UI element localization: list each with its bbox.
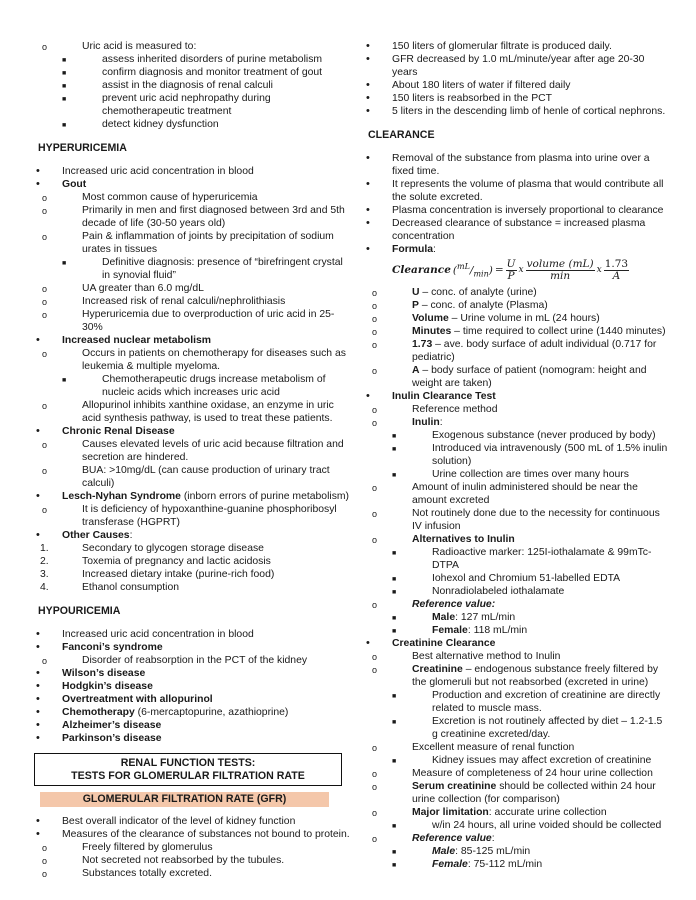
circle-bullet-icon: o	[372, 327, 378, 337]
list-item: ■ Excretion is not routinely affected by diet – 1.2-1.5 g creatinine excreted/day.	[392, 716, 663, 740]
hyperuricemia-list	[38, 165, 350, 594]
list-item: • 5 liters in the descending limb of henle of cortical nephrons.	[366, 105, 666, 117]
circle-bullet-icon: o	[372, 418, 378, 428]
clearance-formula: Clearance $(^{mL}/_{min})$ = $\frac{U}{P}$ x $\frac{\text{volume (mL)}}{\min}$ x $\frac{1.73}{A}$	[392, 258, 629, 282]
square-bullet-icon: ■	[392, 693, 397, 700]
bullet-icon: •	[366, 40, 370, 52]
list-item: o Causes elevated levels of uric acid because filtration and secretion are hindered.	[42, 439, 344, 463]
bullet-icon: •	[366, 53, 370, 65]
clearance-list	[368, 152, 668, 871]
circle-bullet-icon: o	[42, 856, 48, 866]
gout-item: • Gout o Most common cause of hyperuricemia o Primarily in men and first diagnosed between 3rd and 5th decade of life (30-50 years old) o Pain & inflammation of joints by precipitation of sodium urates in tissues ■ Definitive diagnosis: presence of “birefringent crystal in synovial fluid” o UA greater than 6.0 mg/dL o Increased risk of renal calculi/nephrolithiasis o Hyperuricemia due to overproduction of uric acid in 25-30%	[38, 178, 350, 334]
uric-acid-measured-list	[42, 40, 350, 131]
bullet-icon: •	[36, 490, 40, 502]
list-item: o Amount of inulin administered should be near the amount excreted	[372, 482, 638, 506]
list-item: o Allopurinol inhibits xanthine oxidase, an enzyme in uric acid synthesis pathway, is used to treat these patients.	[42, 400, 334, 424]
chronic-renal-disease-item: • Chronic Renal Disease o Causes elevated levels of uric acid because filtration and secretion are hindered. o BUA: >10mg/dL (can cause production of urinary tract calculi)	[38, 425, 350, 490]
list-item: o Major limitation: accurate urine collection ■ w/in 24 hours, all urine voided should be collected	[392, 806, 668, 832]
gfr-list	[38, 815, 350, 880]
list-item: o Primarily in men and first diagnosed between 3rd and 5th decade of life (30-50 years old)	[42, 205, 345, 229]
bullet-icon: •	[36, 165, 40, 177]
circle-bullet-icon: o	[372, 808, 378, 818]
bullet-icon: •	[366, 243, 370, 255]
list-item: o Not secreted not reabsorbed by the tubules.	[42, 855, 285, 866]
circle-bullet-icon: o	[372, 405, 378, 415]
bullet-icon: •	[36, 680, 40, 692]
list-item: 2. Toxemia of pregnancy and lactic acidosis	[40, 556, 271, 567]
circle-bullet-icon: o	[372, 509, 378, 519]
nuclear-metabolism-item: • Increased nuclear metabolism o Occurs in patients on chemotherapy for diseases such as leukemia & multiple myeloma. ■ Chemotherapeutic drugs increase metabolism of nucleic acids which increases uric acid o Allopurinol inhibits xanthine oxidase, an enzyme in uric acid synthesis pathway, is used to treat these patients.	[38, 334, 350, 425]
list-item: • Chemotherapy (6-mercaptopurine, azathioprine)	[36, 706, 289, 718]
circle-bullet-icon: o	[42, 440, 48, 450]
list-item: o BUA: >10mg/dL (can cause production of urinary tract calculi)	[42, 465, 330, 489]
hyperuricemia-heading: HYPERURICEMIA	[38, 142, 127, 154]
list-item: ■ prevent uric acid nephropathy during chemotherapeutic treatment	[62, 93, 271, 117]
list-item: ■ w/in 24 hours, all urine voided should be collected	[392, 820, 662, 831]
list-item: o Best alternative method to Inulin	[372, 651, 561, 662]
list-item: ■ Female: 75-112 mL/min	[392, 859, 543, 870]
circle-bullet-icon: o	[42, 869, 48, 879]
list-item: ■ detect kidney dysfunction	[62, 119, 219, 130]
square-bullet-icon: ■	[392, 576, 397, 583]
circle-bullet-icon: o	[372, 600, 378, 610]
list-item: o Uric acid is measured to: ■ assess inherited disorders of purine metabolism ■ confirm diagnosis and monitor treatment of gout ■ assist in the diagnosis of renal calculi ■ prevent uric acid nephropathy during chemotherapeutic treatment ■ detect kidney dysfunction	[62, 40, 350, 131]
list-item: o Inulin: ■ Exogenous substance (never produced by body) ■ Introduced via intravenously (500 mL of 1.5% inulin solution) ■ Urine collection are times over many hours	[372, 417, 668, 480]
square-bullet-icon: ■	[392, 862, 397, 869]
list-item: o Reference value: ■ Male: 127 mL/min ■ Female: 118 mL/min	[392, 598, 668, 637]
list-item: o Alternatives to Inulin ■ Radioactive marker: 125I-iothalamate & 99mTc-DTPA ■ Iohexol and Chromium 51-labelled EDTA ■ Nonradiolabeled iothalamate	[392, 533, 668, 598]
list-item: ■ Female: 118 mL/min	[392, 625, 528, 636]
left-column	[38, 40, 350, 880]
list-item: ■ Iohexol and Chromium 51-labelled EDTA	[392, 573, 621, 584]
other-causes-item: • Other Causes: 1. Secondary to glycogen storage disease 2. Toxemia of pregnancy and lactic acidosis 3. Increased dietary intake (purine-rich food) 4. Ethanol consumption	[38, 529, 350, 594]
circle-bullet-icon: o	[42, 401, 48, 411]
circle-bullet-icon: o	[372, 652, 378, 662]
list-item: • Decreased clearance of substance = increased plasma concentration	[366, 217, 646, 242]
bullet-icon: •	[366, 637, 370, 649]
bullet-icon: •	[36, 529, 40, 541]
circle-bullet-icon: o	[42, 656, 48, 666]
bullet-icon: •	[36, 719, 40, 731]
list-item: o Reference value: ■ Male: 85-125 mL/min ■ Female: 75-112 mL/min	[392, 832, 668, 871]
list-item: • About 180 liters of water if filtered daily	[366, 79, 571, 91]
fraction-u-p: $\frac{U}{P}$	[506, 258, 516, 282]
list-item: o Measure of completeness of 24 hour urine collection	[372, 768, 653, 779]
list-item: o Substances totally excreted.	[42, 868, 212, 879]
list-item: o Freely filtered by glomerulus	[42, 842, 213, 853]
list-item: o Serum creatinine should be collected within 24 hour urine collection (for comparison)	[372, 781, 656, 805]
circle-bullet-icon: o	[372, 483, 378, 493]
right-column	[368, 40, 668, 871]
bullet-icon: •	[366, 79, 370, 91]
bullet-icon: •	[36, 828, 40, 840]
list-item: o Excellent measure of renal function ■ Kidney issues may affect excretion of creatinine	[392, 741, 668, 767]
circle-bullet-icon: o	[372, 301, 378, 311]
bullet-icon: •	[36, 815, 40, 827]
circle-bullet-icon: o	[372, 834, 378, 844]
square-bullet-icon: ■	[392, 472, 397, 479]
gfr-facts-list	[368, 40, 668, 118]
bullet-icon: •	[366, 204, 370, 216]
circle-bullet-icon: o	[42, 349, 48, 359]
list-item: 4. Ethanol consumption	[40, 582, 180, 593]
list-item: • Parkinson’s disease	[36, 732, 162, 744]
square-bullet-icon: ■	[392, 719, 397, 726]
circle-bullet-icon: o	[372, 769, 378, 779]
inulin-clearance-item: • Inulin Clearance Test o Reference method o Inulin: ■ Exogenous substance (never produced by body) ■ Introduced via intravenously (500 mL of 1.5% inulin solution) ■ Urine collection are times over many hours o Amount of inulin administered should be near the amount excreted o Not routinely done due to the necessity for continuous IV infusion o Alternatives to Inulin ■ Radioactive marker: 125I-iothalamate & 99mTc-DTPA ■ Iohexol and Chromium 51-labelled EDTA ■ Nonradiolabeled iothalamate o Reference value: ■ Male: 127 mL/min ■ Female: 118 mL/min	[366, 390, 668, 636]
list-item: ■ Introduced via intravenously (500 mL of 1.5% inulin solution)	[392, 443, 668, 467]
bullet-icon: •	[36, 667, 40, 679]
square-bullet-icon: ■	[62, 96, 67, 103]
list-item: o Volume – Urine volume in mL (24 hours)	[372, 313, 600, 324]
circle-bullet-icon: o	[372, 340, 378, 350]
lesch-nyhan-item: • Lesch-Nyhan Syndrome (inborn errors of purine metabolism) o It is deficiency of hypoxanthine-guanine phosphoribosyl transferase (HGPRT)	[36, 490, 349, 528]
list-item: • Increased uric acid concentration in blood	[36, 628, 254, 640]
list-item: • 150 liters of glomerular filtrate is produced daily.	[366, 40, 612, 52]
bullet-icon: •	[36, 641, 40, 653]
clearance-heading: CLEARANCE	[368, 129, 435, 141]
circle-bullet-icon: o	[372, 782, 378, 792]
circle-bullet-icon: o	[42, 206, 48, 216]
square-bullet-icon: ■	[392, 589, 397, 596]
circle-bullet-icon: o	[42, 466, 48, 476]
circle-bullet-icon: o	[42, 297, 48, 307]
list-item: ■ assess inherited disorders of purine metabolism	[62, 54, 323, 65]
bullet-icon: •	[366, 152, 370, 164]
list-item: o Most common cause of hyperuricemia	[42, 192, 258, 203]
list-item: o A – body surface of patient (nomogram: height and weight are taken)	[372, 365, 647, 389]
circle-bullet-icon: o	[42, 284, 48, 294]
circle-bullet-icon: o	[372, 743, 378, 753]
list-item: • GFR decreased by 1.0 mL/minute/year after age 20-30 years	[366, 53, 645, 78]
list-item: • Overtreatment with allopurinol	[36, 693, 213, 705]
list-item: ■ Kidney issues may affect excretion of creatinine	[392, 755, 652, 766]
list-item: o P – conc. of analyte (Plasma)	[372, 300, 548, 311]
circle-bullet-icon: o	[372, 366, 378, 376]
square-bullet-icon: ■	[392, 433, 397, 440]
gfr-heading: GLOMERULAR FILTRATION RATE (GFR)	[40, 792, 329, 807]
circle-bullet-icon: o	[372, 665, 378, 675]
list-item: ■ Production and excretion of creatinine are directly related to muscle mass.	[392, 690, 661, 714]
square-bullet-icon: ■	[392, 615, 397, 622]
list-item: ■ assist in the diagnosis of renal calculi	[62, 80, 273, 91]
bullet-icon: •	[36, 706, 40, 718]
bullet-icon: •	[36, 732, 40, 744]
circle-bullet-icon: o	[42, 843, 48, 853]
list-item: o Hyperuricemia due to overproduction of uric acid in 25-30%	[42, 309, 335, 333]
list-item: o Increased risk of renal calculi/nephrolithiasis	[42, 296, 286, 307]
square-bullet-icon: ■	[392, 446, 397, 453]
list-item: ■ Urine collection are times over many hours	[392, 469, 629, 480]
list-item: • Best overall indicator of the level of kidney function	[36, 815, 296, 827]
circle-bullet-icon: o	[42, 42, 48, 52]
square-bullet-icon: ■	[392, 758, 397, 765]
square-bullet-icon: ■	[62, 377, 67, 384]
list-item: ■ confirm diagnosis and monitor treatment of gout	[62, 67, 323, 78]
list-item: o UA greater than 6.0 mg/dL	[42, 283, 204, 294]
list-item: • Wilson’s disease	[36, 667, 146, 679]
square-bullet-icon: ■	[62, 57, 67, 64]
list-item: • Increased uric acid concentration in blood	[36, 165, 254, 177]
list-item: o Reference method	[372, 404, 498, 415]
formula-unit: $(^{mL}/_{min})$	[452, 262, 493, 279]
circle-bullet-icon: o	[372, 288, 378, 298]
bullet-icon: •	[36, 425, 40, 437]
list-item: 1. Secondary to glycogen storage disease	[40, 543, 264, 554]
list-item: ■ Radioactive marker: 125I-iothalamate & 99mTc-DTPA	[392, 547, 652, 571]
list-item: o Minutes – time required to collect urine (1440 minutes)	[372, 326, 666, 337]
bullet-icon: •	[366, 105, 370, 117]
bullet-icon: •	[36, 334, 40, 346]
creatinine-clearance-item: • Creatinine Clearance o Best alternative method to Inulin o Creatinine – endogenous substance freely filtered by the glomeruli but not reabsorbed (excreted in urine) ■ Production and excretion of creatinine are directly related to muscle mass. ■ Excretion is not routinely affected by diet – 1.2-1.5 g creatinine excreted/day. o Excellent measure of renal function ■ Kidney issues may affect excretion of creatinine o Measure of completeness of 24 hour urine collection o Serum creatinine should be collected within 24 hour urine collection (for comparison) o Major limitation: accurate urine collection ■ w/in 24 hours, all urine voided should be collected o Reference value: ■ Male: 85-125 mL/min ■ Female: 75-112 mL/min	[368, 637, 668, 871]
list-item: ■ Definitive diagnosis: presence of “birefringent crystal in synovial fluid”	[62, 257, 343, 281]
hypouricemia-list	[38, 628, 350, 745]
list-item: • Plasma concentration is inversely proportional to clearance	[366, 204, 664, 216]
list-item: o Disorder of reabsorption in the PCT of the kidney	[42, 655, 308, 666]
square-bullet-icon: ■	[62, 70, 67, 77]
square-bullet-icon: ■	[62, 122, 67, 129]
bullet-icon: •	[366, 178, 370, 190]
list-item: • Alzheimer’s disease	[36, 719, 162, 731]
list-item: o 1.73 – ave. body surface of adult individual (0.717 for pediatric)	[372, 339, 657, 363]
renal-function-tests-box: RENAL FUNCTION TESTS: TESTS FOR GLOMERULAR FILTRATION RATE	[34, 753, 342, 786]
circle-bullet-icon: o	[42, 193, 48, 203]
bullet-icon: •	[36, 693, 40, 705]
circle-bullet-icon: o	[372, 535, 378, 545]
list-item: o Creatinine – endogenous substance freely filtered by the glomeruli but not reabsorbed (excreted in urine) ■ Production and excretion of creatinine are directly related to muscle mass. ■ Excretion is not routinely affected by diet – 1.2-1.5 g creatinine excreted/day.	[392, 663, 668, 741]
formula-item: • Formula: Clearance $(^{mL}/_{min})$ = $\frac{U}{P}$ x $\frac{\text{volume (mL)}}{\min}$ x $\frac{1.73}{A}$ o U – conc. of analyte (urine) o P – conc. of analyte (Plasma) o Volume – Urine volume in mL (24 hours) o Minutes – time required to collect urine (1440 minutes) o 1.73 – ave. body surface of adult individual (0.717 for pediatric) o A – body surface of patient (nomogram: height and weight are taken)	[368, 243, 668, 390]
list-item: • It represents the volume of plasma that would contribute all the solute excreted.	[366, 178, 664, 203]
list-item: o Not routinely done due to the necessity for continuous IV infusion	[372, 508, 660, 532]
square-bullet-icon: ■	[62, 83, 67, 90]
list-item: o Occurs in patients on chemotherapy for diseases such as leukemia & multiple myeloma. ■ Chemotherapeutic drugs increase metabolism of nucleic acids which increases uric acid	[62, 347, 350, 399]
list-item: • Hodgkin’s disease	[36, 680, 153, 692]
square-bullet-icon: ■	[392, 628, 397, 635]
bullet-icon: •	[36, 178, 40, 190]
square-bullet-icon: ■	[392, 823, 397, 830]
list-item: ■ Male: 127 mL/min	[392, 612, 516, 623]
fraction-173-a: $\frac{1.73}{A}$	[604, 258, 629, 282]
list-item: ■ Nonradiolabeled iothalamate	[392, 586, 565, 597]
list-item: ■ Male: 85-125 mL/min	[392, 846, 531, 857]
list-item: o U – conc. of analyte (urine)	[372, 287, 537, 298]
list-item: ■ Exogenous substance (never produced by body)	[392, 430, 656, 441]
list-item: ■ Chemotherapeutic drugs increase metabolism of nucleic acids which increases uric acid	[62, 374, 326, 398]
bullet-icon: •	[366, 92, 370, 104]
list-item: o Pain & inflammation of joints by precipitation of sodium urates in tissues ■ Definitive diagnosis: presence of “birefringent crystal in synovial fluid”	[62, 230, 350, 282]
fraction-volume-min: $\frac{\text{volume (mL)}}{\min}$	[526, 258, 594, 282]
bullet-icon: •	[366, 390, 370, 402]
list-item: 3. Increased dietary intake (purine-rich food)	[40, 569, 275, 580]
list-item: • Removal of the substance from plasma into urine over a fixed time.	[366, 152, 650, 177]
list-item: • Measures of the clearance of substances not bound to protein. o Freely filtered by glomerulus o Not secreted not reabsorbed by the tubules. o Substances totally excreted.	[36, 828, 350, 879]
circle-bullet-icon: o	[372, 314, 378, 324]
bullet-icon: •	[366, 217, 370, 229]
square-bullet-icon: ■	[392, 849, 397, 856]
hypouricemia-heading: HYPOURICEMIA	[38, 605, 121, 617]
list-item: o It is deficiency of hypoxanthine-guanine phosphoribosyl transferase (HGPRT)	[42, 504, 337, 528]
square-bullet-icon: ■	[392, 550, 397, 557]
circle-bullet-icon: o	[42, 310, 48, 320]
square-bullet-icon: ■	[62, 260, 67, 267]
list-item: • Fanconi’s syndrome o Disorder of reabsorption in the PCT of the kidney	[38, 641, 350, 667]
bullet-icon: •	[36, 628, 40, 640]
circle-bullet-icon: o	[42, 232, 48, 242]
list-item: • 150 liters is reabsorbed in the PCT	[366, 92, 552, 104]
circle-bullet-icon: o	[42, 505, 48, 515]
